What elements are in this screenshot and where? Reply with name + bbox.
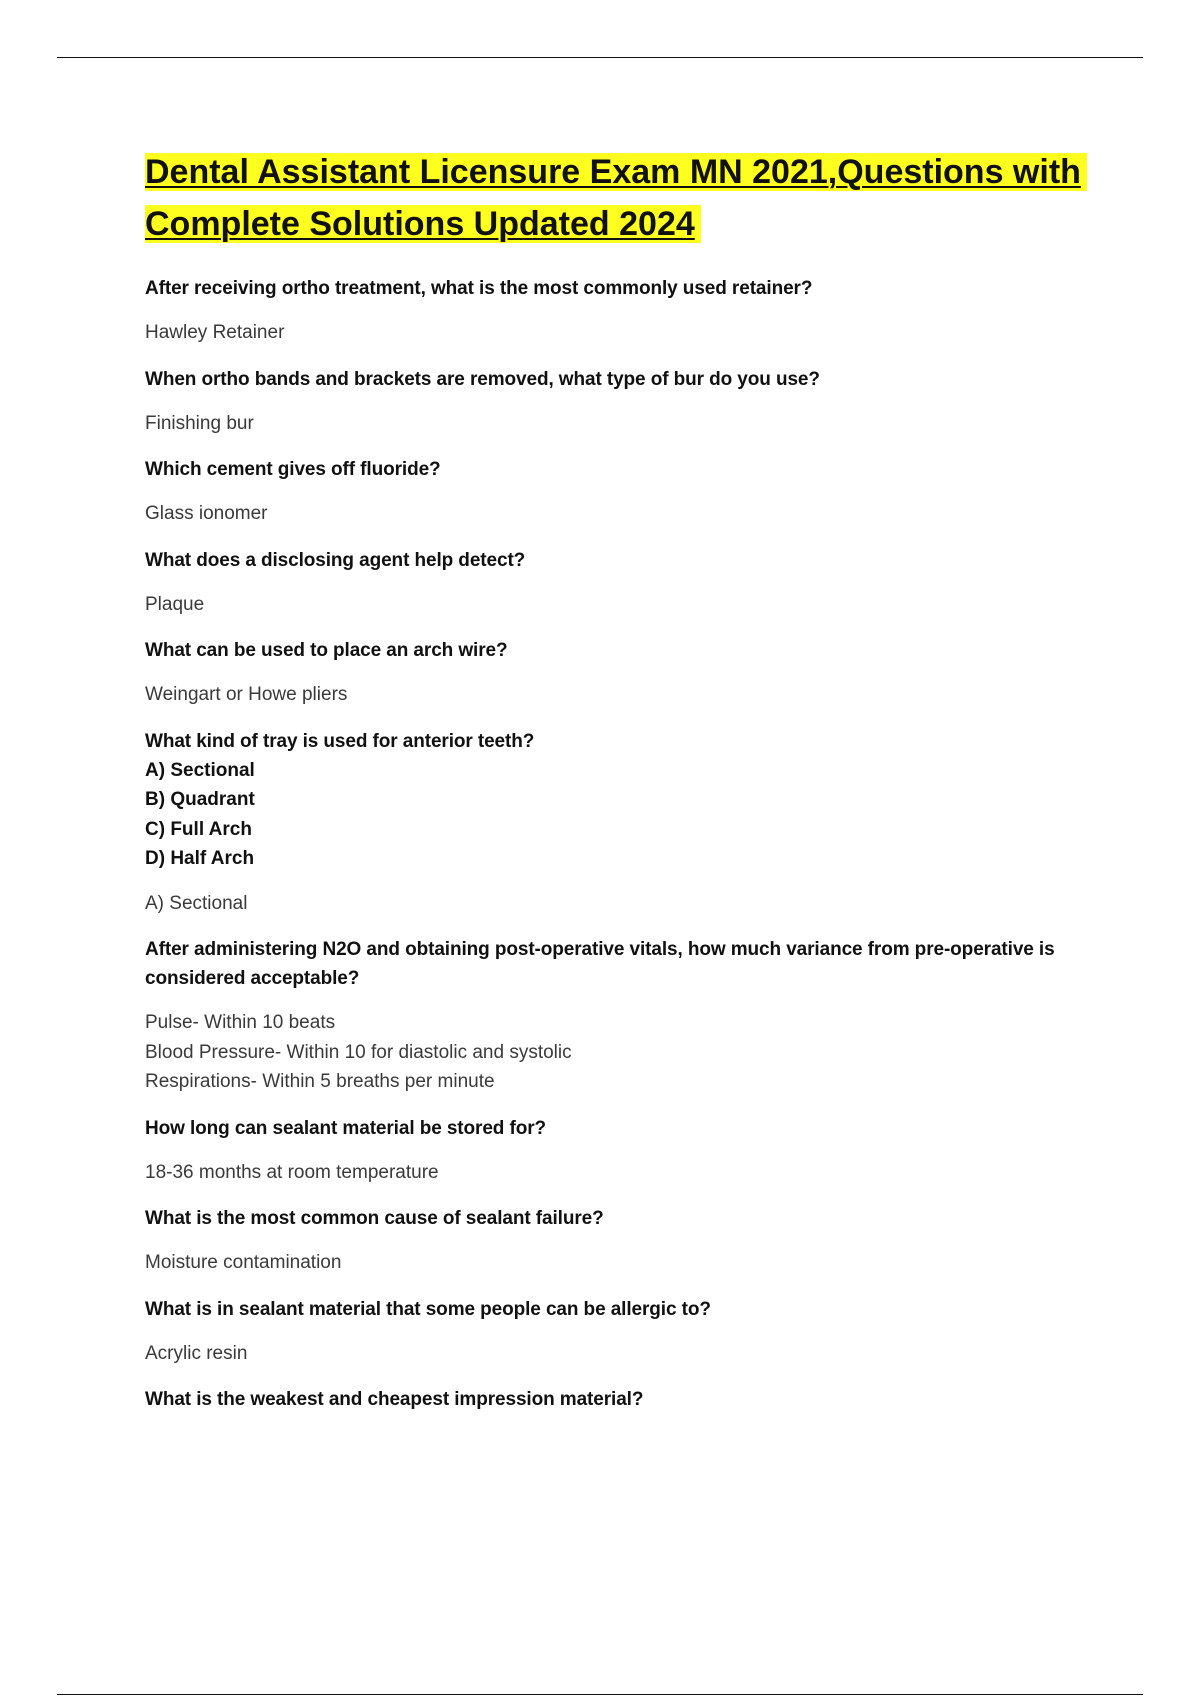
document-title-text: Dental Assistant Licensure Exam MN 2021,Questions with Complete Solutions Updated 2024	[145, 153, 1087, 243]
question-text: When ortho bands and brackets are removed, what type of bur do you use?	[145, 368, 820, 390]
answer-text	[145, 499, 1105, 529]
answer-text	[145, 889, 1105, 919]
document-title	[145, 146, 1105, 250]
answer-option: C) Full Arch	[145, 818, 252, 840]
answer-line: Plaque	[145, 593, 205, 615]
qa-item	[145, 546, 1105, 620]
qa-item	[145, 636, 1105, 710]
answer-text	[145, 318, 1105, 348]
qa-item	[145, 365, 1105, 439]
answer-text	[145, 680, 1105, 710]
answer-text	[145, 1248, 1105, 1278]
question-text: What is the weakest and cheapest impression material?	[145, 1389, 644, 1410]
question-text: After receiving ortho treatment, what is the most commonly used retainer?	[145, 278, 813, 299]
answer-line: A) Sectional	[145, 892, 248, 914]
answer-line: Pulse- Within 10 beats	[145, 1012, 336, 1033]
answer-line: Finishing bur	[145, 412, 254, 434]
answer-line: Blood Pressure- Within 10 for diastolic and systolic	[145, 1041, 572, 1063]
answer-text	[145, 409, 1105, 439]
qa-item	[145, 455, 1105, 529]
answer-line: Moisture contamination	[145, 1252, 342, 1273]
question-text: Which cement gives off fluoride?	[145, 459, 441, 480]
answer-text	[145, 590, 1105, 620]
question-text: What is the most common cause of sealant failure?	[145, 1208, 604, 1229]
header-rule	[57, 57, 1143, 58]
qa-item	[145, 1204, 1105, 1278]
question-text: What kind of tray is used for anterior teeth?	[145, 730, 535, 752]
qa-list	[145, 274, 1105, 1414]
answer-line: Respirations- Within 5 breaths per minute	[145, 1071, 495, 1092]
question-text: What does a disclosing agent help detect?	[145, 549, 526, 571]
answer-text	[145, 1158, 1105, 1188]
answer-line: Glass ionomer	[145, 503, 268, 524]
answer-option: A) Sectional	[145, 759, 255, 781]
question-text: What is in sealant material that some people can be allergic to?	[145, 1298, 711, 1320]
document-body	[145, 146, 1105, 1414]
answer-option: D) Half Arch	[145, 848, 255, 869]
qa-item	[145, 1295, 1105, 1369]
qa-item	[145, 1114, 1105, 1188]
answer-options	[145, 756, 1105, 874]
answer-text	[145, 1008, 1105, 1097]
qa-item	[145, 274, 1105, 348]
question-text: How long can sealant material be stored for?	[145, 1117, 547, 1139]
footer-rule	[57, 1694, 1143, 1695]
answer-line: Weingart or Howe pliers	[145, 684, 348, 705]
answer-option: B) Quadrant	[145, 789, 255, 810]
qa-item	[145, 1385, 1105, 1414]
qa-item	[145, 727, 1105, 919]
answer-line: Hawley Retainer	[145, 322, 285, 343]
answer-line: Acrylic resin	[145, 1342, 248, 1364]
answer-text	[145, 1339, 1105, 1369]
qa-item	[145, 935, 1105, 1097]
question-text: After administering N2O and obtaining post-operative vitals, how much variance from pre-operative is considered acceptable?	[145, 939, 1055, 989]
question-text: What can be used to place an arch wire?	[145, 640, 508, 661]
answer-line: 18-36 months at room temperature	[145, 1161, 439, 1183]
